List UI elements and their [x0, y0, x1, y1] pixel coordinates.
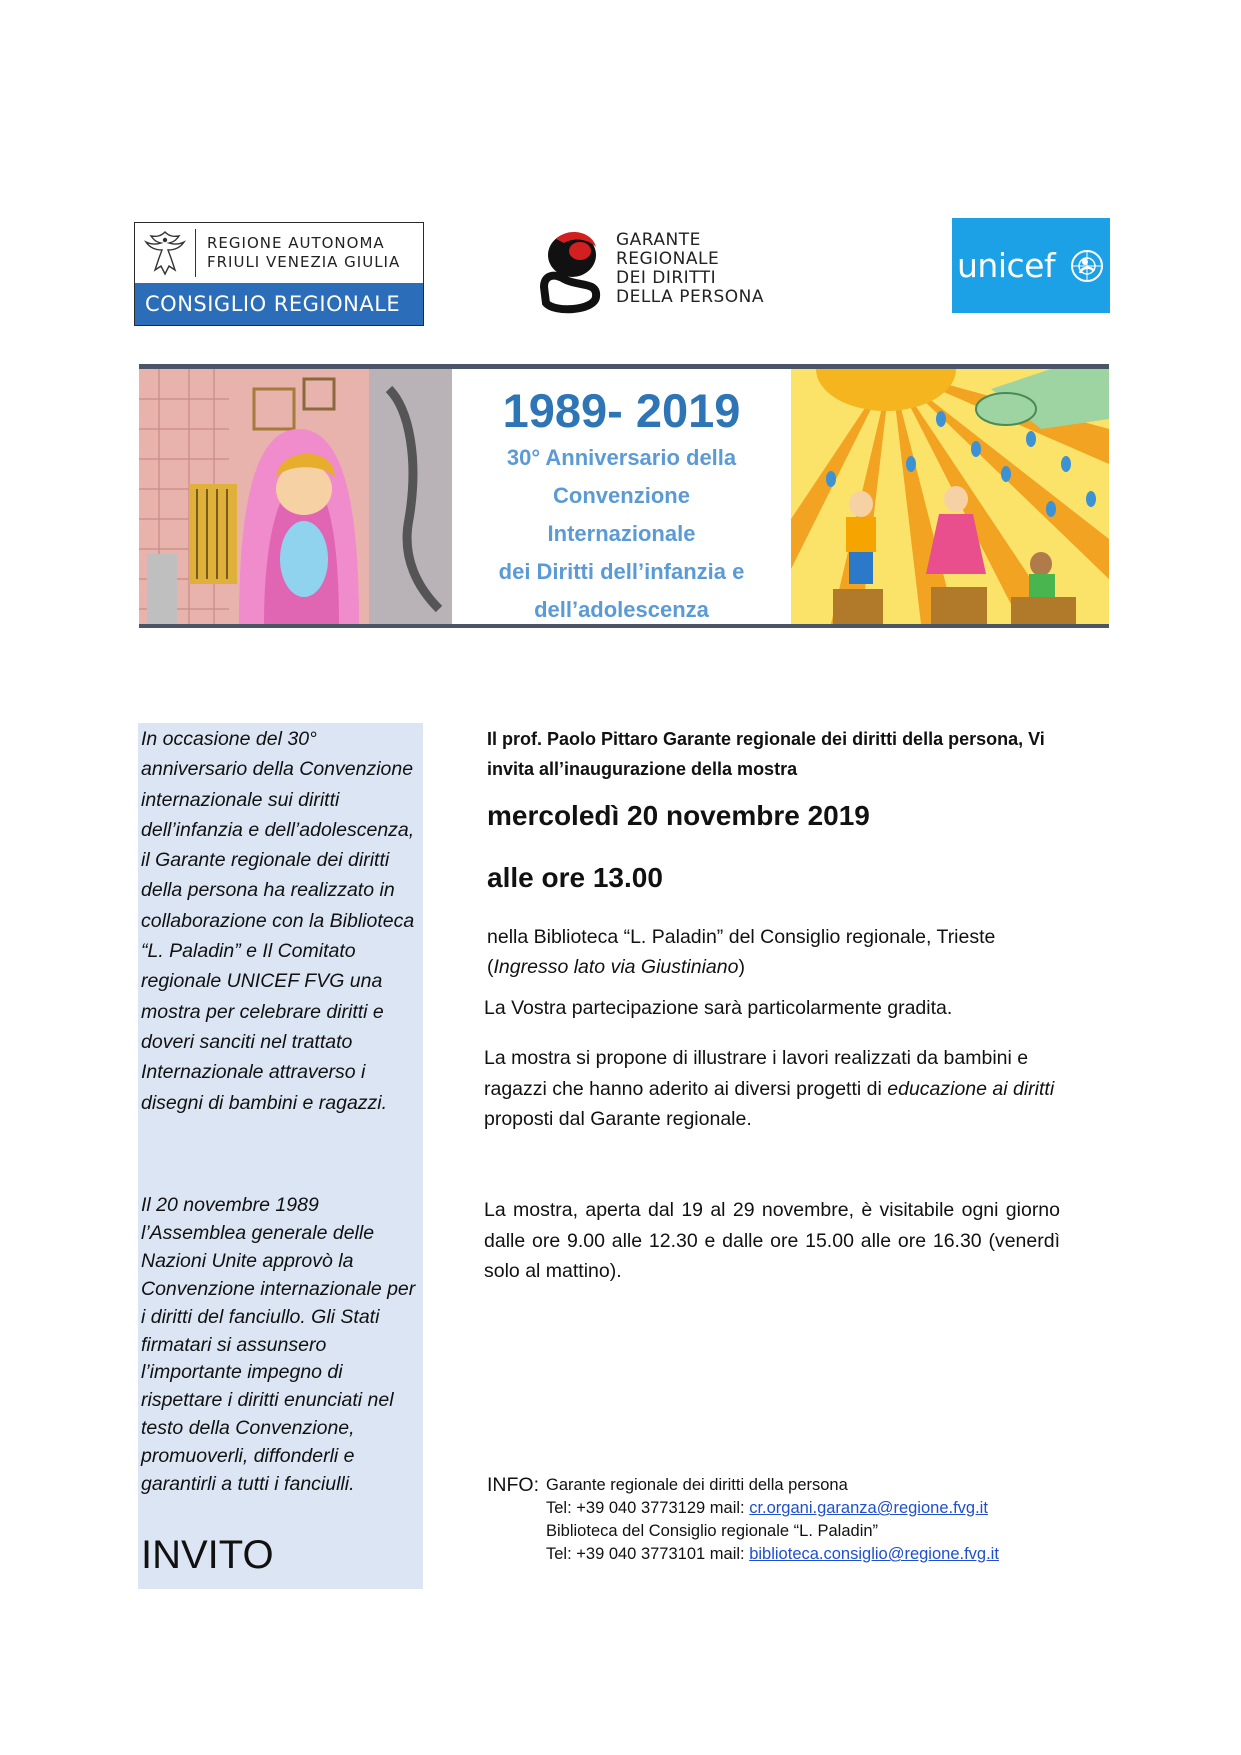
desc-start: La mostra si propone di illustrare i lavori realizzati da bambini e ragazzi che hanno aderito ai diversi progetti di: [484, 1047, 1029, 1100]
garante-line2: REGIONALE: [616, 249, 720, 269]
banner-line-2: Convenzione: [553, 483, 690, 508]
event-time: alle ore 13.00: [487, 862, 663, 893]
garante-name: [616, 231, 764, 307]
event-venue: [487, 922, 1087, 982]
welcome-note: La Vostra partecipazione sarà particolarmente gradita.: [484, 997, 953, 1019]
child-painting-left: [139, 369, 452, 624]
unicef-logo: [952, 218, 1110, 313]
banner-line-1: 30° Anniversario della: [506, 445, 737, 470]
logo-separator: [195, 229, 196, 277]
unicef-emblem-icon: [1070, 249, 1104, 283]
info-garante: Garante regionale dei diritti della persona: [546, 1476, 848, 1494]
side-paragraph-2: Il 20 novembre 1989 l’Assemblea generale delle Nazioni Unite approvò la Convenzione internazionale per i diritti del fanciullo. Gli Stati firmatari si assunsero l’importante impegno di rispettare i diritti enunciati nel testo della Convenzione, promuoverli, diffonderli e garantirli a tutti i fanciulli.: [141, 1194, 416, 1496]
info-biblioteca: Biblioteca del Consiglio regionale “L. Paladin”: [546, 1522, 879, 1540]
info-label: INFO:: [487, 1474, 539, 1496]
venue-entrance: Ingresso lato via Giustiniano: [493, 956, 739, 978]
unicef-wordmark: unicef: [957, 246, 1056, 285]
opening-hours: La mostra, aperta dal 19 al 29 novembre, è visitabile ogni giorno dalle ore 9.00 alle 12.30 e dalle ore 15.00 alle ore 16.30 (venerdì solo al mattino).: [484, 1199, 1060, 1282]
consiglio-regionale-logo: [134, 222, 424, 326]
garante-line3: DEI DIRITTI: [616, 268, 717, 288]
exhibition-description: [484, 1043, 1064, 1135]
desc-italic: educazione ai diritti: [887, 1077, 1055, 1100]
desc-end: proposti dal Garante regionale.: [484, 1108, 752, 1130]
info-garante-contact: [546, 1499, 988, 1518]
banner-years: 1989- 2019: [502, 384, 741, 437]
banner-line-3: Internazionale: [547, 521, 696, 546]
anniversary-banner: [139, 364, 1109, 628]
banner-line-4: dei Diritti dell’infanzia e: [498, 559, 745, 584]
venue-paren-open: (: [487, 956, 494, 978]
side-panel: [138, 723, 423, 1589]
venue-line: nella Biblioteca “L. Paladin” del Consiglio regionale, Trieste: [487, 926, 996, 948]
garante-mark-icon: [534, 225, 606, 315]
invito-heading: INVITO: [141, 1533, 274, 1577]
biblioteca-email-link[interactable]: biblioteca.consiglio@regione.fvg.it: [749, 1545, 999, 1563]
info-biblioteca-contact: [546, 1545, 999, 1564]
banner-line-5: dell’adolescenza: [534, 597, 709, 622]
banner-title-block: [452, 369, 791, 624]
region-name-line1: REGIONE AUTONOMA: [207, 234, 385, 252]
event-date: mercoledì 20 novembre 2019: [487, 800, 870, 831]
garante-line4: DELLA PERSONA: [616, 287, 765, 307]
eagle-icon: [143, 228, 187, 278]
garante-email-link[interactable]: cr.organi.garanza@regione.fvg.it: [749, 1499, 988, 1517]
consiglio-regionale-bar: CONSIGLIO REGIONALE: [135, 283, 423, 325]
child-painting-right: [791, 369, 1109, 624]
info-garante-phone: Tel: +39 040 3773129 mail:: [546, 1499, 750, 1517]
side-paragraph-1: In occasione del 30° anniversario della Convenzione internazionale sui diritti dell’infanzia e dell’adolescenza, il Garante regionale dei diritti della persona ha realizzato in collaborazione con la Biblioteca “L. Paladin” e Il Comitato regionale UNICEF FVG una mostra per celebrare diritti e doveri sanciti nel trattato Internazionale attraverso i disegni di bambini e ragazzi.: [141, 728, 415, 1114]
invitation-intro: Il prof. Paolo Pittaro Garante regionale dei diritti della persona, Vi invita all’inaugurazione della mostra: [487, 729, 1045, 779]
region-name-line2: FRIULI VENEZIA GIULIA: [207, 253, 401, 271]
info-biblioteca-phone: Tel: +39 040 3773101 mail:: [546, 1545, 750, 1563]
venue-paren-close: ): [738, 956, 745, 978]
garante-logo: [534, 225, 794, 315]
garante-line1: GARANTE: [616, 230, 701, 250]
